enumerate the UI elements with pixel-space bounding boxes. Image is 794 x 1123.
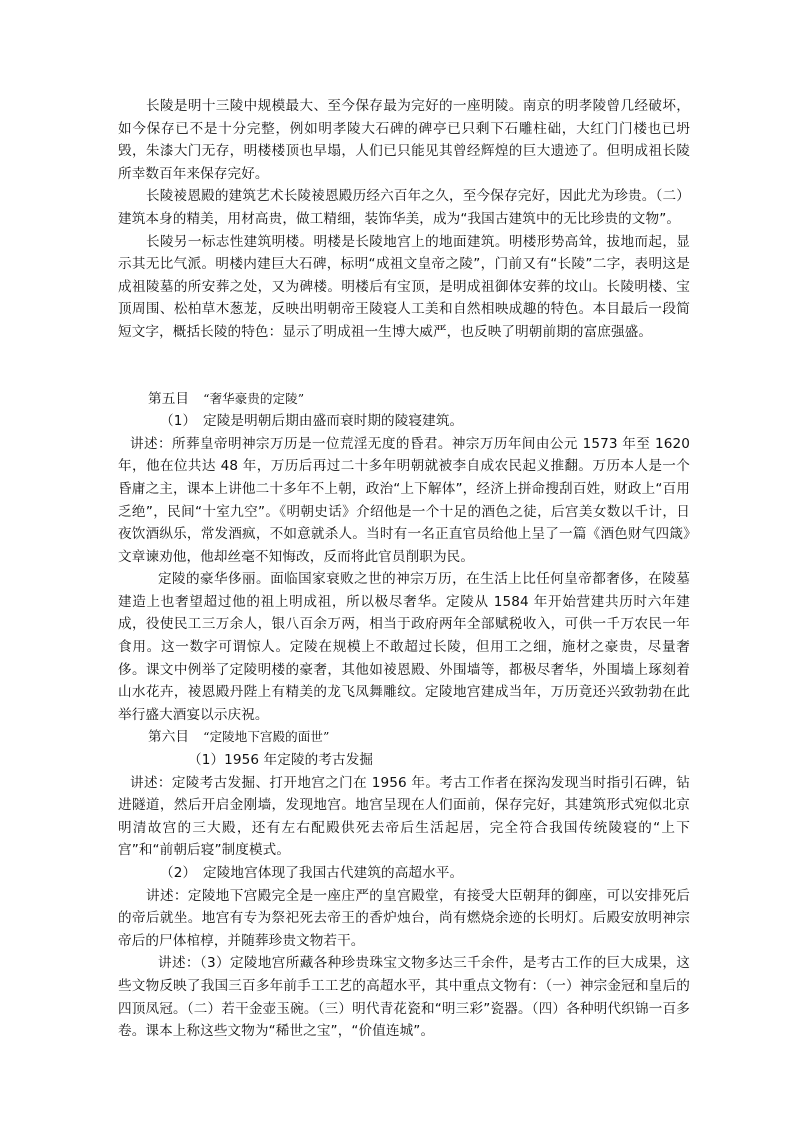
section-title: “奢华豪贵的定陵” xyxy=(203,390,305,406)
paragraph-treasures: 讲述：（3）定陵地宫所藏各种珍贵珠宝文物多达三千余件，是考古工作的巨大成果，这些文物反映了我国三百多年前手工工艺的高超水平，其中重点文物有：（一）神宗金冠和皇后的四顶凤冠。（二）若干金壶玉碗。（三）明代青花瓷和“明三彩”瓷器。（四）各种明代织锦一百多卷。课本上称这些文物为“稀世之宝”，“价值连城”。 xyxy=(118,955,690,1040)
section-spacer xyxy=(118,344,690,388)
paragraph-lingen-hall: 长陵祾恩殿的建筑艺术长陵祾恩殿历经六百年之久，至今保存完好，因此尤为珍贵。（二）建筑本身的精美，用材高贵，做工精细，装饰华美，成为“我国古建筑中的无比珍贵的文物”。 xyxy=(118,188,690,227)
paragraph-dingling-luxury: 定陵的豪华侈丽。面临国家衰败之世的神宗万历，在生活上比任何皇帝都奢侈，在陵墓建造上也奢望超过他的祖上明成祖，所以极尽奢华。定陵从 1584 年开始营建共历时六年建成，役使民工三万余人，银八百余万两，相当于政府两年全部赋税收入，可供一千万农民一年食用。这一数字可谓惊人。定陵在规模上不敢超过长陵，但用工之细，施材之豪贵，尽量奢侈。课文中例举了定陵明楼的豪奢，其他如祾恩殿、外围墙等，都极尽奢华，外围墙上琢刻着山水花卉，祾恩殿丹陛上有精美的龙飞凤舞雕纹。定陵地宫建成当年，万历竟还兴致勃勃在此举行盛大酒宴以示庆祝。 xyxy=(118,571,690,723)
section-heading-5 xyxy=(118,388,690,411)
subpoint-6-1: （1）1956 年定陵的考古发掘 xyxy=(188,752,374,769)
paragraph-underground-palace: 讲述：定陵地下宫殿完全是一座庄严的皇宫殿堂，有接受大臣朝拜的御座，可以安排死后的帝后就坐。地宫有专为祭祀死去帝王的香炉烛台，尚有燃烧余迹的长明灯。后殿安放明神宗帝后的尸体棺椁，并随葬珍贵文物若干。 xyxy=(118,887,690,949)
paragraph-minglou: 长陵另一标志性建筑明楼。明楼是长陵地宫上的地面建筑。明楼形势高耸，拔地而起，显示其无比气派。明楼内建巨大石碑，标明“成祖文皇帝之陵”，门前又有“长陵”二字，表明这是成祖陵墓的所安葬之处，又为碑楼。明楼后有宝顶，是明成祖御体安葬的坟山。长陵明楼、宝顶周围、松柏草木葱茏，反映出明朝帝王陵寝人工美和自然相映成趣的特色。本目最后一段简短文字，概括长陵的特色：显示了明成祖一生博大威严，也反映了明朝前期的富庶强盛。 xyxy=(118,233,690,340)
subpoint-5-1: （1） 定陵是明朝后期由盛而衰时期的陵寝建筑。 xyxy=(160,413,464,430)
section-heading-6 xyxy=(118,726,690,749)
document-body xyxy=(118,95,690,1043)
paragraph-changling-intro: 长陵是明十三陵中规模最大、至今保存最为完好的一座明陵。南京的明孝陵曾几经破坏，如今保存已不是十分完整，例如明孝陵大石碑的碑亭已只剩下石雕柱础，大红门门楼也已坍毁，朱漆大门无存，明楼楼顶也早塌，人们已只能见其曾经辉煌的巨大遗迹了。但明成祖长陵所幸数百年来保存完好。 xyxy=(118,98,690,182)
subpoint-6-2: （2） 定陵地宫体现了我国古代建筑的高超水平。 xyxy=(160,865,464,881)
section-label: 第五目 xyxy=(148,390,190,407)
paragraph-wanli: 讲述：所葬皇帝明神宗万历是一位荒淫无度的昏君。神宗万历年间由公元 1573 年至 1620 年，他在位共达 48 年，万历后再过二十多年明朝就被李自成农民起义推翻。万历本人是一个昏庸之主，课本上讲他二十多年不上朝，政治“上下解体”，经济上拼命搜刮百姓，财政上“百用乏绝”，民间“十室九空”。《明朝史话》介绍他是一个十足的酒色之徒，后宫美女数以千计，日夜饮酒纵乐，常发酒疯，不如意就杀人。当时有一名正直官员给他上呈了一篇《酒色财气四箴》文章谏劝他，他却丝毫不知悔改，反而将此官员削职为民。 xyxy=(118,435,690,565)
paragraph-excavation: 讲述：定陵考古发掘、打开地宫之门在 1956 年。考古工作者在探沟发现当时指引石碑，钻进隧道，然后开启金刚墙，发现地宫。地宫呈现在人们面前，保存完好，其建筑形式宛似北京明清故宫的三大殿，还有左右配殿供死去帝后生活起居，完全符合我国传统陵寝的“上下宫”和“前朝后寝”制度模式。 xyxy=(118,774,690,859)
section-title: “定陵地下宫殿的面世” xyxy=(203,729,330,745)
section-label: 第六目 xyxy=(148,729,190,746)
